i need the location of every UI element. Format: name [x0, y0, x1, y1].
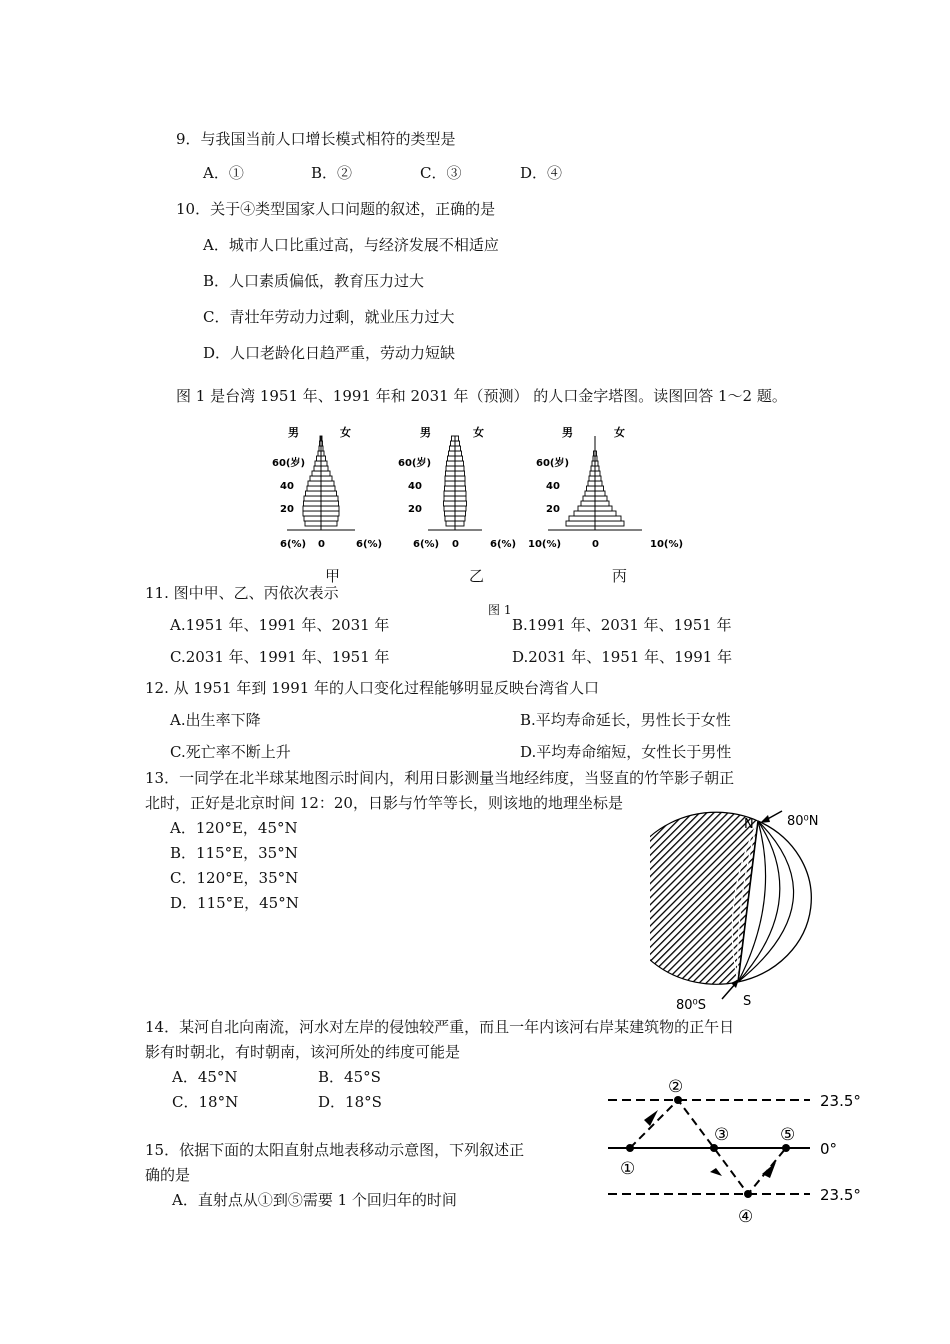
point-2-label: ② — [668, 1077, 684, 1097]
q12-option-a: A.出生率下降 — [170, 711, 261, 729]
axis-zero: 0 — [318, 539, 325, 550]
age-label-40: 40 — [546, 481, 560, 492]
q11-option-c: C.2031 年、1991 年、1951 年 — [170, 648, 390, 666]
q11-option-d: D.2031 年、1951 年、1991 年 — [512, 648, 733, 666]
q13-option-c: C．120°E，35°N — [170, 869, 299, 887]
equator-label: 0° — [820, 1140, 838, 1158]
axis-zero: 0 — [452, 539, 459, 550]
age-label-40: 40 — [280, 481, 294, 492]
tropic-south-label: 23.5° — [820, 1186, 861, 1204]
q15-option-a: A．直射点从①到⑤需要 1 个回归年的时间 — [172, 1191, 457, 1209]
pyramid-name-yi: 乙 — [469, 567, 485, 585]
fig1-caption: 图 1 — [488, 603, 512, 617]
q9-option-c: C．③ — [420, 164, 462, 182]
female-label: 女 — [473, 426, 484, 439]
q14-option-c: C．18°N — [172, 1093, 239, 1111]
q10-stem: 10．关于④类型国家人口问题的叙述，正确的是 — [176, 200, 496, 218]
q10-option-a: A．城市人口比重过高，与经济发展不相适应 — [203, 236, 499, 254]
point-4 — [744, 1190, 752, 1198]
q13-option-b: B．115°E，35°N — [170, 844, 298, 862]
q14-option-a: A．45°N — [172, 1068, 238, 1086]
point-5-label: ⑤ — [780, 1125, 796, 1145]
q14-option-d: D．18°S — [318, 1093, 382, 1111]
q15-stem-line1: 15．依据下面的太阳直射点地表移动示意图，下列叙述正 — [145, 1141, 525, 1159]
q9-option-a: A．① — [203, 164, 244, 182]
q9-option-d: D．④ — [520, 164, 563, 182]
female-label: 女 — [340, 426, 351, 439]
arrow-up-1 — [644, 1110, 658, 1126]
q9-stem: 9．与我国当前人口增长模式相符的类型是 — [176, 130, 456, 148]
arrow-down-1 — [710, 1168, 722, 1176]
age-label-60: 60(岁) — [272, 458, 306, 469]
q12-option-d: D.平均寿命缩短，女性长于男性 — [520, 743, 732, 761]
age-label-60: 60(岁) — [536, 458, 570, 469]
q12-option-c: C.死亡率不断上升 — [170, 743, 291, 761]
axis-left: 6(%) — [413, 539, 440, 550]
age-label-20: 20 — [408, 504, 422, 515]
axis-right: 6(%) — [490, 539, 517, 550]
tropic-north-label: 23.5° — [820, 1092, 861, 1110]
q10-option-c: C．青壮年劳动力过剩，就业压力过大 — [203, 308, 455, 326]
population-pyramids-figure — [270, 422, 700, 557]
q13-option-d: D．115°E，45°N — [170, 894, 299, 912]
globe-diagram — [650, 805, 850, 1015]
pyramid-bing — [548, 436, 642, 530]
q15-stem-line2: 确的是 — [145, 1166, 191, 1184]
point-4-label: ④ — [738, 1207, 754, 1227]
age-label-20: 20 — [546, 504, 560, 515]
q11-option-a: A.1951 年、1991 年、2031 年 — [170, 616, 390, 634]
point-3-label: ③ — [714, 1125, 730, 1145]
axis-left: 6(%) — [280, 539, 307, 550]
q14-stem-line1: 14．某河自北向南流，河水对左岸的侵蚀较严重，而且一年内该河右岸某建筑物的正午日 — [145, 1018, 735, 1036]
pyramid-jia — [287, 436, 355, 530]
q10-option-b: B．人口素质偏低，教育压力过大 — [203, 272, 425, 290]
lat-80n-label: 80⁰N — [787, 814, 819, 829]
pyramid-yi — [428, 436, 482, 530]
q10-option-d: D．人口老龄化日趋严重，劳动力短缺 — [203, 344, 456, 362]
pyramid-name-bing: 丙 — [612, 567, 628, 585]
q13-stem-line1: 13．一同学在北半球某地图示时间内，利用日影测量当地经纬度，当竖直的竹竿影子朝正 — [145, 769, 735, 787]
q11-option-b: B.1991 年、2031 年、1951 年 — [512, 616, 732, 634]
axis-right: 6(%) — [356, 539, 383, 550]
male-label: 男 — [288, 426, 299, 439]
arrow-80n-head — [760, 815, 770, 823]
age-label-20: 20 — [280, 504, 294, 515]
axis-zero: 0 — [592, 539, 599, 550]
q12-option-b: B.平均寿命延长，男性长于女性 — [520, 711, 731, 729]
age-label-60: 60(岁) — [398, 458, 432, 469]
fig1-intro: 图 1 是台湾 1951 年、1991 年和 2031 年（预测） 的人口金字塔图。读图回答 1～2 题。 — [176, 387, 787, 405]
sun-direct-point-diagram — [600, 1070, 880, 1230]
male-label: 男 — [420, 426, 431, 439]
q13-stem-line2: 北时，正好是北京时间 12：20，日影与竹竿等长，则该地的地理坐标是 — [145, 794, 623, 812]
pyramid-name-jia: 甲 — [325, 567, 341, 585]
point-5 — [782, 1144, 790, 1152]
point-1 — [626, 1144, 634, 1152]
lat-80s-label: 80⁰S — [676, 998, 707, 1013]
axis-right: 10(%) — [650, 539, 684, 550]
q12-stem: 12. 从 1951 年到 1991 年的人口变化过程能够明显反映台湾省人口 — [145, 679, 600, 697]
point-2 — [674, 1096, 682, 1104]
q13-option-a: A．120°E，45°N — [170, 819, 298, 837]
point-3 — [710, 1144, 718, 1152]
q14-option-b: B．45°S — [318, 1068, 381, 1086]
age-label-40: 40 — [408, 481, 422, 492]
axis-left: 10(%) — [528, 539, 562, 550]
north-label: N — [744, 817, 754, 832]
male-label: 男 — [562, 426, 573, 439]
female-label: 女 — [614, 426, 625, 439]
q14-stem-line2: 影有时朝北，有时朝南，该河所处的纬度可能是 — [145, 1043, 461, 1061]
point-1-label: ① — [620, 1159, 636, 1179]
south-label: S — [743, 994, 752, 1009]
q9-option-b: B．② — [311, 164, 353, 182]
q11-stem: 11. 图中甲、乙、丙依次表示 — [145, 584, 339, 602]
